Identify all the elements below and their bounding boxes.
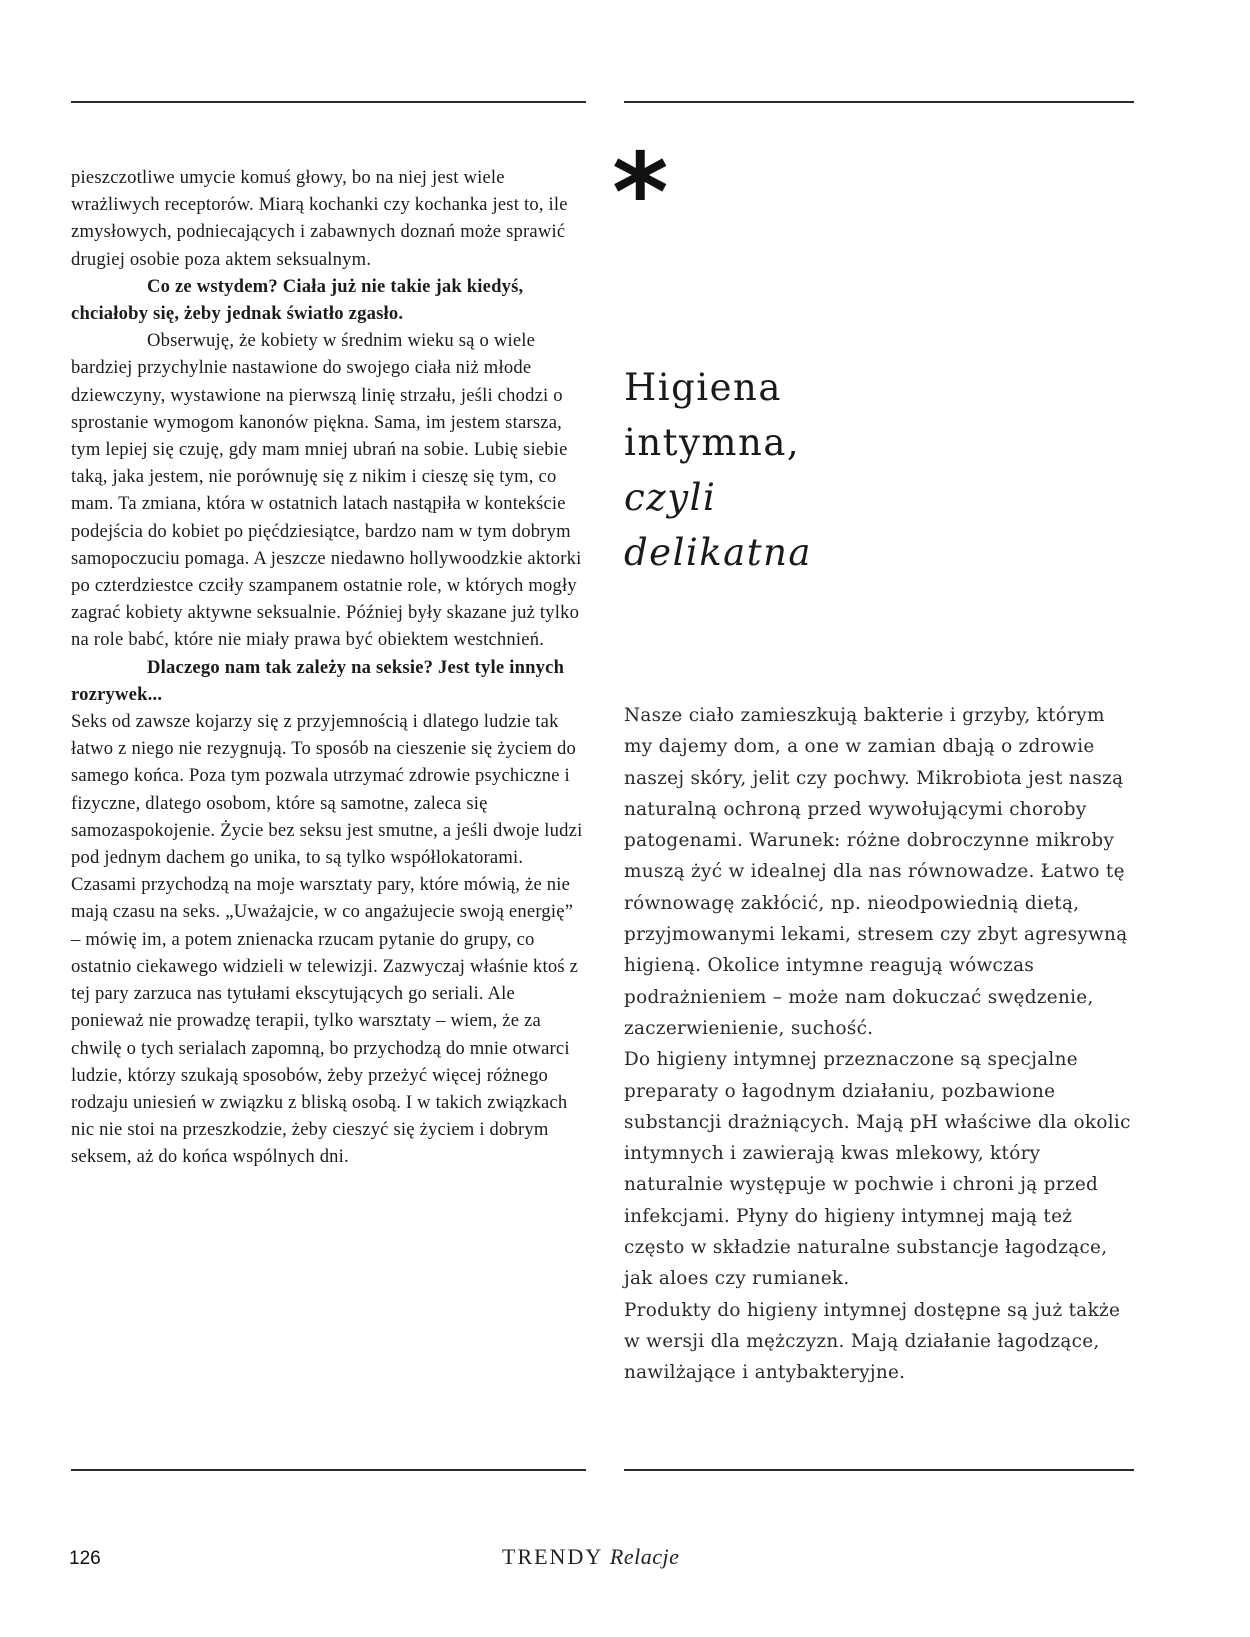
paragraph: Obserwuję, że kobiety w średnim wieku są o wiele bardziej przychylnie nastawione do swojego ciała niż młode dziewczyny, wystawione na pierwszą linię strzału, jeśli chodzi o sprostanie wymogom kanonów piękna. Sama, im jestem starsza, tym lepiej się czuję, gdy mam mniej ubrań na sobie. Lubię siebie taką, jaka jestem, nie porównuję się z nikim i cieszę się tym, co mam. Ta zmiana, która w ostatnich latach nastąpiła w kontekście podejścia do kobiet po pięćdziesiątce, bardzo nam w tym dobrym samopoczuciu pomaga. A jeszcze niedawno hollywoodzkie aktorki po czterdziestce czciły szampanem ostatnie role, w których mogły zagrać kobiety aktywne seksualnie. Później były skazane już tylko na role babć, które nie miały prawa być obiektem westchnień.: [71, 330, 582, 651]
interview-question: Co ze wstydem? Ciała już nie takie jak kiedyś, chciałoby się, żeby jednak światło zgasło.: [71, 275, 524, 325]
paragraph: Do higieny intymnej przeznaczone są specjalne preparaty o łagodnym działaniu, pozbawione substancji drażniących. Mają pH właściwe dla okolic intymnych i zawierają kwas mlekowy, który naturalnie występuje w pochwie i chroni ją przed infekcjami. Płyny do higieny intymnej mają też często w składzie naturalne substancje łagodzące, jak aloes czy rumianek.: [624, 1049, 1131, 1290]
magazine-name: TRENDY: [502, 1544, 603, 1569]
right-column: [624, 700, 1134, 1389]
page-number: 126: [69, 1548, 101, 1569]
sidebar-title: [624, 360, 812, 580]
bottom-rule-right: [624, 1469, 1134, 1471]
footer-brand: [502, 1544, 679, 1570]
paragraph: pieszczotliwe umycie komuś głowy, bo na niej jest wiele wrażliwych receptorów. Miarą kochanki czy kochanka jest to, ile zmysłowych, podniecających i zabawnych doznań może sprawić drugiej osobie poza aktem seksualnym.: [71, 167, 568, 270]
title-line: intymna,: [624, 421, 801, 464]
top-rule-right: [624, 101, 1134, 103]
paragraph: Nasze ciało zamieszkują bakterie i grzyby, którym my dajemy dom, a one w zamian dbają o zdrowie naszej skóry, jelit czy pochwy. Mikrobiota jest naszą naturalną ochroną przed wywołującymi choroby patogenami. Warunek: różne dobroczynne mikroby muszą żyć w idealnej dla nas równowadze. Łatwo tę równowagę zakłócić, np. nieodpowiednią dietą, przyjmowanymi lekami, stresem czy zbyt agresywną higieną. Okolice intymne reagują wówczas podrażnieniem – może nam dokuczać swędzenie, zaczerwienienie, suchość.: [624, 705, 1128, 1039]
top-rule-left: [71, 101, 586, 103]
title-line-italic: czyli: [624, 476, 717, 519]
left-column: [71, 164, 586, 1171]
section-name: Relacje: [609, 1544, 680, 1569]
title-line: Higiena: [624, 366, 782, 409]
interview-question: Dlaczego nam tak zależy na seksie? Jest tyle innych rozrywek...: [71, 656, 565, 705]
bottom-rule-left: [71, 1469, 586, 1471]
paragraph: Czasami przychodzą na moje warsztaty pary, które mówią, że nie mają czasu na seks. „Uważajcie, w co angażujecie swoją energię” – mówię im, a potem znienacka rzucam pytanie do grupy, co ostatnio ciekawego widzieli w telewizji. Zazwyczaj właśnie ktoś z tej pary zarzuca nas tytułami ekscytujących go seriali. Ale ponieważ nie prowadzę terapii, tylko warsztaty – wiem, że za chwilę o tych serialach zapomną, bo przychodzą do mnie otwarci ludzie, którzy szukają sposobów, żeby przeżyć więcej różnego rodzaju uniesień w związku z bliską osobą. I w takich związkach nic nie stoi na przeszkodzie, żeby cieszyć się życiem i dobrym seksem, aż do końca wspólnych dni.: [71, 874, 579, 1168]
paragraph: Seks od zawsze kojarzy się z przyjemnością i dlatego ludzie tak łatwo z niego nie rezygnują. To sposób na cieszenie się życiem do samego końca. Poza tym pozwala utrzymać zdrowie psychiczne i fizyczne, dlatego osobom, które są samotne, zaleca się samozaspokojenie. Życie bez seksu jest smutne, a jeśli dwoje ludzi pod jednym dachem go unika, to są tylko współlokatorami.: [71, 711, 583, 869]
title-line-italic: delikatna: [624, 531, 812, 574]
asterisk-ornament: *: [612, 131, 669, 256]
paragraph: Produkty do higieny intymnej dostępne są już także w wersji dla mężczyzn. Mają działanie łagodzące, nawilżające i antybakteryjne.: [624, 1299, 1121, 1384]
